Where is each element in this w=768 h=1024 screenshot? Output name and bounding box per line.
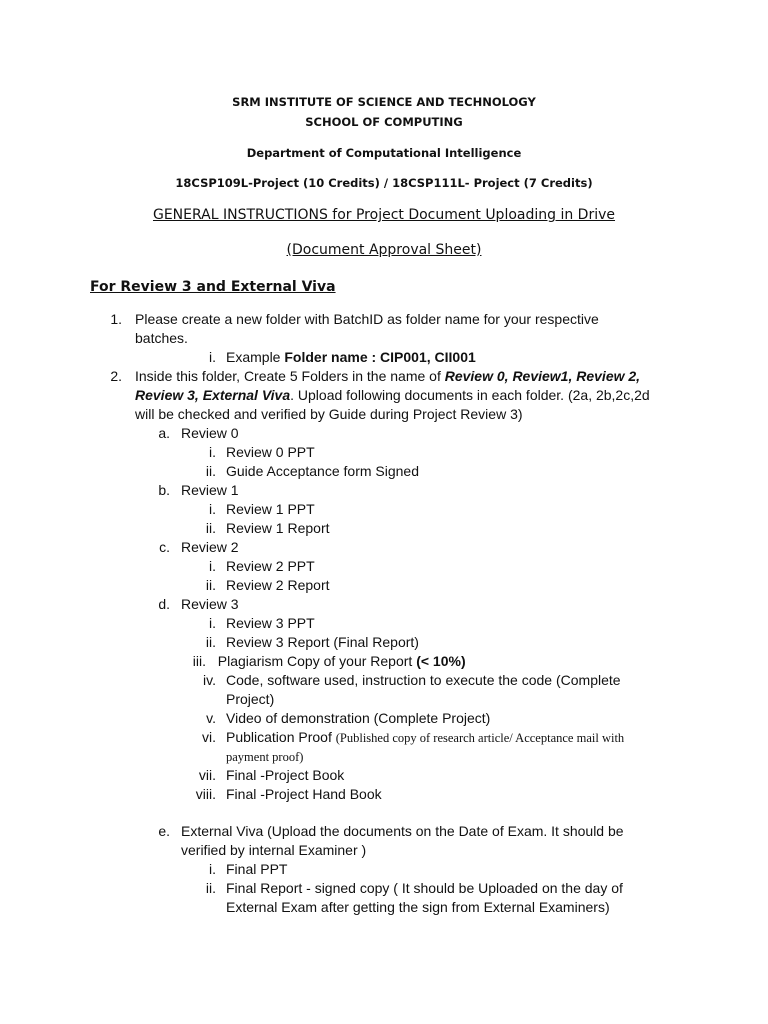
list-item: Code, software used, instruction to execute the code (Complete bbox=[226, 672, 621, 688]
course-codes: 18CSP109L-Project (10 Credits) / 18CSP111L- Project (7 Credits) bbox=[175, 176, 593, 190]
list-item: Review 1 PPT bbox=[226, 501, 315, 517]
list-marker: i. bbox=[209, 558, 216, 574]
list-marker: ii. bbox=[205, 463, 216, 479]
list-marker: ii. bbox=[205, 520, 216, 536]
list-item: Review 2 Report bbox=[226, 577, 330, 593]
list-item: Review 3 PPT bbox=[226, 615, 315, 631]
instruction-2-line-3: will be checked and verified by Guide during Project Review 3) bbox=[135, 406, 523, 422]
instruction-1-line-2: batches. bbox=[135, 330, 188, 346]
school-name: SCHOOL OF COMPUTING bbox=[305, 115, 463, 129]
list-item: Review 1 Report bbox=[226, 520, 330, 536]
list-marker: a. bbox=[158, 425, 170, 441]
instruction-1-line-1: Please create a new folder with BatchID as folder name for your respective bbox=[135, 311, 599, 327]
list-marker: i. bbox=[209, 615, 216, 631]
list-item: Plagiarism Copy of your Report (< 10%) bbox=[210, 653, 466, 669]
list-marker: ii. bbox=[205, 880, 216, 896]
list-marker: v. bbox=[206, 710, 216, 726]
folder-name-example: Example Folder name : CIP001, CII001 bbox=[226, 349, 476, 365]
list-marker: b. bbox=[158, 482, 170, 498]
folder-name-value: Folder name : CIP001, CII001 bbox=[284, 349, 476, 365]
list-marker: vii. bbox=[198, 767, 216, 783]
list-marker: i. bbox=[209, 501, 216, 517]
list-marker: i. bbox=[209, 861, 216, 877]
list-item: Review 0 PPT bbox=[226, 444, 315, 460]
institute-name: SRM INSTITUTE OF SCIENCE AND TECHNOLOGY bbox=[232, 95, 536, 109]
list-marker: 2. bbox=[110, 368, 122, 384]
review-3-heading: Review 3 bbox=[181, 596, 239, 612]
review-0-heading: Review 0 bbox=[181, 425, 239, 441]
list-item: Review 3 Report (Final Report) bbox=[226, 634, 419, 650]
list-marker: ii. bbox=[205, 634, 216, 650]
list-marker: ii. bbox=[205, 577, 216, 593]
list-marker: 1. bbox=[110, 311, 122, 327]
list-marker: d. bbox=[158, 596, 170, 612]
list-item: Final Report - signed copy ( It should be Uploaded on the day of bbox=[226, 880, 623, 896]
list-item: Final -Project Book bbox=[226, 767, 345, 783]
list-item: Video of demonstration (Complete Project) bbox=[226, 710, 491, 726]
list-item: Final -Project Hand Book bbox=[226, 786, 382, 802]
document-subtitle: (Document Approval Sheet) bbox=[286, 242, 482, 258]
list-marker: i. bbox=[209, 349, 216, 365]
review-2-heading: Review 2 bbox=[181, 539, 239, 555]
instruction-2-line-2: Review 3, External Viva. Upload following documents in each folder. (2a, 2b,2c,2d bbox=[135, 387, 650, 403]
review-1-heading: Review 1 bbox=[181, 482, 239, 498]
list-item-continuation: Project) bbox=[226, 691, 275, 707]
external-viva-heading-continuation: verified by internal Examiner ) bbox=[181, 842, 367, 858]
document-title: GENERAL INSTRUCTIONS for Project Document Uploading in Drive bbox=[152, 207, 616, 223]
list-marker: viii. bbox=[195, 786, 216, 802]
list-marker: iv. bbox=[203, 672, 216, 688]
list-marker: iii. bbox=[192, 653, 206, 669]
department-name: Department of Computational Intelligence bbox=[246, 146, 522, 160]
external-viva-heading: External Viva (Upload the documents on the Date of Exam. It should be bbox=[181, 823, 624, 839]
list-item: Guide Acceptance form Signed bbox=[226, 463, 420, 479]
list-item: Final PPT bbox=[226, 861, 288, 877]
list-item: Publication Proof (Published copy of research article/ Acceptance mail with bbox=[226, 729, 625, 745]
list-marker: e. bbox=[158, 823, 170, 839]
list-marker: i. bbox=[209, 444, 216, 460]
list-marker: vi. bbox=[202, 729, 216, 745]
list-item: Review 2 PPT bbox=[226, 558, 315, 574]
section-title: For Review 3 and External Viva bbox=[90, 279, 336, 295]
list-item-continuation: External Exam after getting the sign from External Examiners) bbox=[226, 899, 610, 915]
list-marker: c. bbox=[159, 539, 170, 555]
list-item-continuation: payment proof) bbox=[226, 750, 304, 764]
instruction-2-line-1: Inside this folder, Create 5 Folders in the name of Review 0, Review1, Review 2, bbox=[135, 368, 641, 384]
